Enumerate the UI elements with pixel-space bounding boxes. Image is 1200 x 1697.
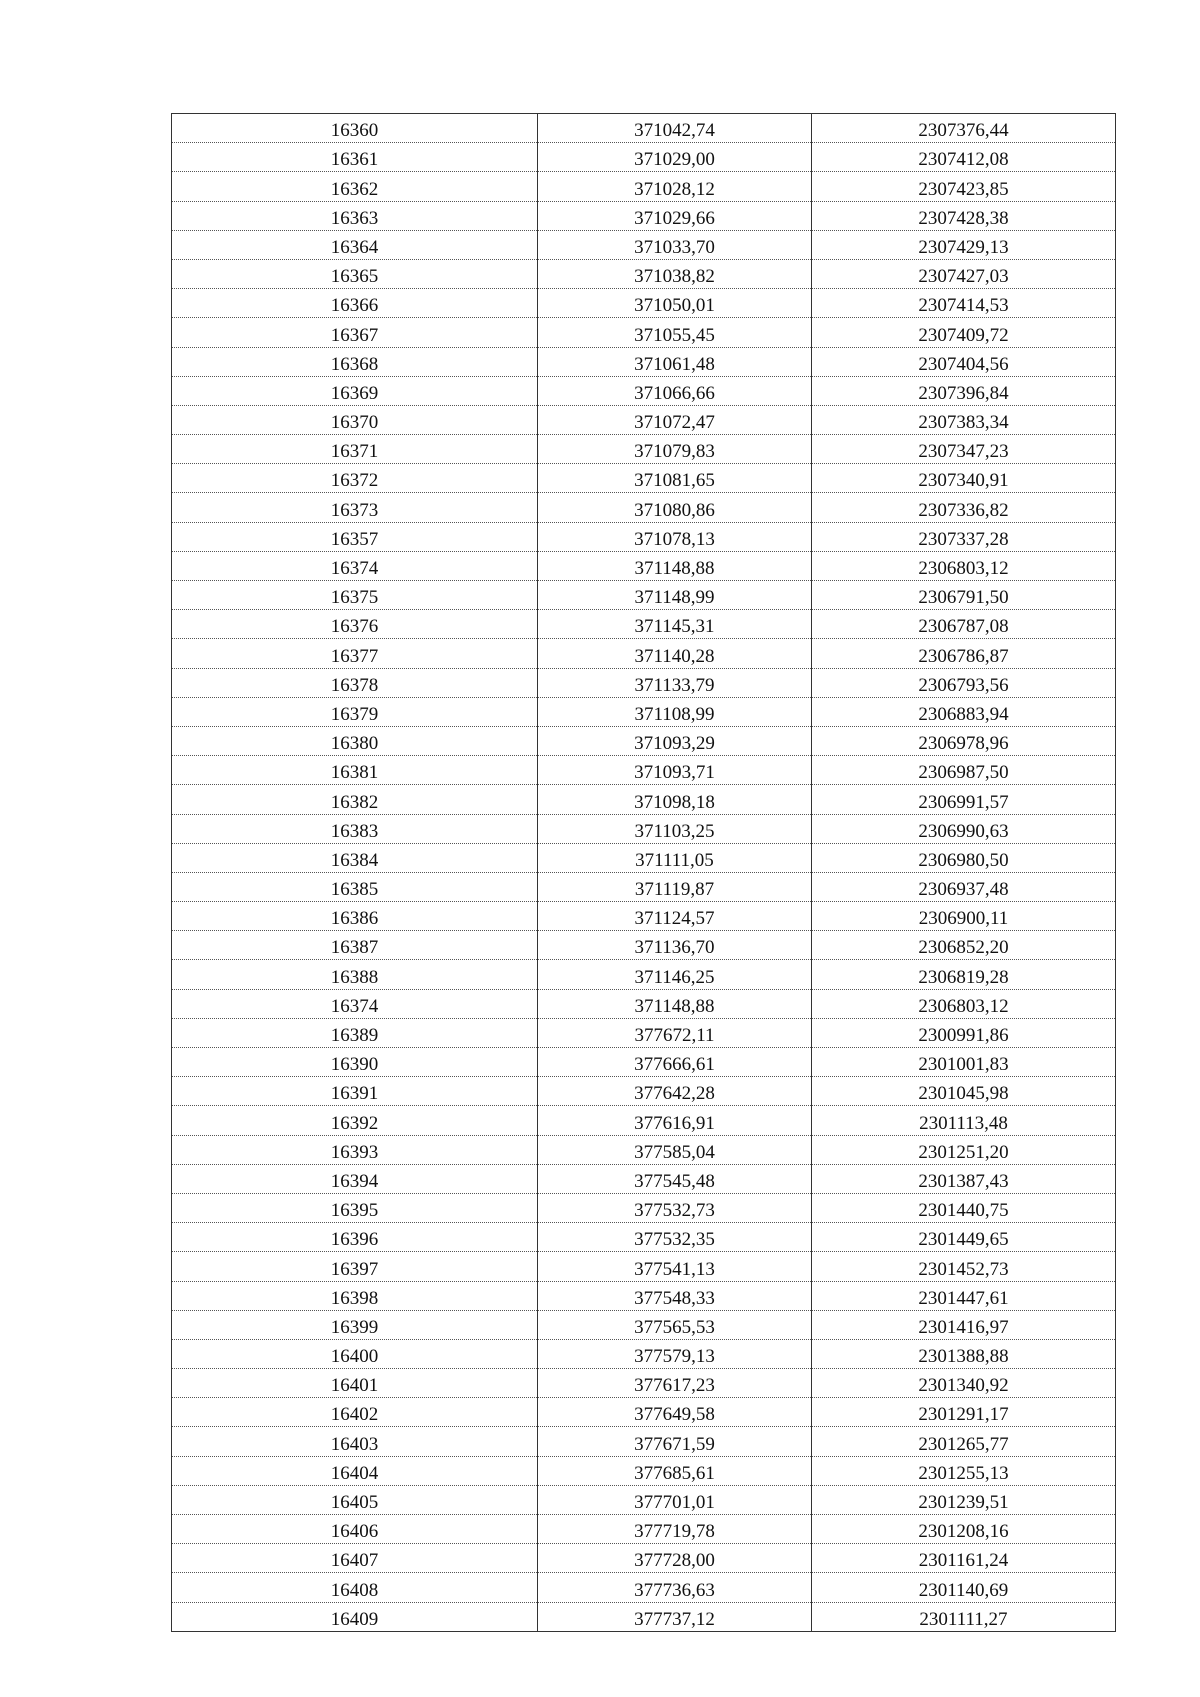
y-coordinate-cell: 2307337,28: [812, 522, 1116, 551]
point-number-cell: 16395: [172, 1193, 538, 1222]
x-coordinate-cell: 371148,88: [538, 989, 812, 1018]
table-row: [172, 843, 1116, 872]
point-number-cell: 16394: [172, 1164, 538, 1193]
table-row: [172, 931, 1116, 960]
point-number-cell: 16384: [172, 843, 538, 872]
y-coordinate-cell: 2301045,98: [812, 1077, 1116, 1106]
y-coordinate-cell: 2306978,96: [812, 726, 1116, 755]
y-coordinate-cell: 2306786,87: [812, 639, 1116, 668]
y-coordinate-cell: 2306793,56: [812, 668, 1116, 697]
table-row: [172, 610, 1116, 639]
x-coordinate-cell: 377642,28: [538, 1077, 812, 1106]
point-number-cell: 16383: [172, 814, 538, 843]
point-number-cell: 16387: [172, 931, 538, 960]
y-coordinate-cell: 2306819,28: [812, 960, 1116, 989]
table-row: [172, 756, 1116, 785]
table-row: [172, 289, 1116, 318]
point-number-cell: 16409: [172, 1602, 538, 1631]
y-coordinate-cell: 2306791,50: [812, 581, 1116, 610]
point-number-cell: 16391: [172, 1077, 538, 1106]
x-coordinate-cell: 371093,29: [538, 726, 812, 755]
y-coordinate-cell: 2301161,24: [812, 1544, 1116, 1573]
y-coordinate-cell: 2307412,08: [812, 143, 1116, 172]
point-number-cell: 16401: [172, 1369, 538, 1398]
y-coordinate-cell: 2301452,73: [812, 1252, 1116, 1281]
point-number-cell: 16379: [172, 697, 538, 726]
table-row: [172, 1398, 1116, 1427]
table-row: [172, 581, 1116, 610]
table-row: [172, 1515, 1116, 1544]
x-coordinate-cell: 371042,74: [538, 114, 812, 143]
x-coordinate-cell: 371124,57: [538, 902, 812, 931]
y-coordinate-cell: 2301251,20: [812, 1135, 1116, 1164]
table-row: [172, 1164, 1116, 1193]
x-coordinate-cell: 371080,86: [538, 493, 812, 522]
point-number-cell: 16375: [172, 581, 538, 610]
x-coordinate-cell: 371033,70: [538, 230, 812, 259]
x-coordinate-cell: 377548,33: [538, 1281, 812, 1310]
y-coordinate-cell: 2301440,75: [812, 1193, 1116, 1222]
x-coordinate-cell: 377617,23: [538, 1369, 812, 1398]
y-coordinate-cell: 2307383,34: [812, 405, 1116, 434]
x-coordinate-cell: 371078,13: [538, 522, 812, 551]
x-coordinate-cell: 371050,01: [538, 289, 812, 318]
y-coordinate-cell: 2307409,72: [812, 318, 1116, 347]
x-coordinate-cell: 371145,31: [538, 610, 812, 639]
y-coordinate-cell: 2301239,51: [812, 1485, 1116, 1514]
x-coordinate-cell: 377671,59: [538, 1427, 812, 1456]
table-row: [172, 172, 1116, 201]
x-coordinate-cell: 377532,35: [538, 1223, 812, 1252]
table-row: [172, 464, 1116, 493]
x-coordinate-cell: 371119,87: [538, 872, 812, 901]
table-row: [172, 551, 1116, 580]
table-row: [172, 1427, 1116, 1456]
point-number-cell: 16389: [172, 1018, 538, 1047]
table-row: [172, 639, 1116, 668]
y-coordinate-cell: 2306987,50: [812, 756, 1116, 785]
y-coordinate-cell: 2301387,43: [812, 1164, 1116, 1193]
y-coordinate-cell: 2301340,92: [812, 1369, 1116, 1398]
point-number-cell: 16362: [172, 172, 538, 201]
coordinates-table-body: [172, 114, 1116, 1632]
x-coordinate-cell: 377565,53: [538, 1310, 812, 1339]
x-coordinate-cell: 371081,65: [538, 464, 812, 493]
point-number-cell: 16369: [172, 376, 538, 405]
x-coordinate-cell: 377736,63: [538, 1573, 812, 1602]
table-row: [172, 347, 1116, 376]
y-coordinate-cell: 2301265,77: [812, 1427, 1116, 1456]
point-number-cell: 16374: [172, 989, 538, 1018]
y-coordinate-cell: 2301140,69: [812, 1573, 1116, 1602]
x-coordinate-cell: 377728,00: [538, 1544, 812, 1573]
table-row: [172, 376, 1116, 405]
point-number-cell: 16385: [172, 872, 538, 901]
point-number-cell: 16393: [172, 1135, 538, 1164]
table-row: [172, 1544, 1116, 1573]
table-row: [172, 1048, 1116, 1077]
table-row: [172, 230, 1116, 259]
point-number-cell: 16404: [172, 1456, 538, 1485]
y-coordinate-cell: 2307340,91: [812, 464, 1116, 493]
table-row: [172, 1456, 1116, 1485]
y-coordinate-cell: 2301111,27: [812, 1602, 1116, 1631]
y-coordinate-cell: 2307396,84: [812, 376, 1116, 405]
x-coordinate-cell: 377701,01: [538, 1485, 812, 1514]
x-coordinate-cell: 377532,73: [538, 1193, 812, 1222]
point-number-cell: 16388: [172, 960, 538, 989]
y-coordinate-cell: 2307376,44: [812, 114, 1116, 143]
x-coordinate-cell: 371066,66: [538, 376, 812, 405]
y-coordinate-cell: 2306852,20: [812, 931, 1116, 960]
point-number-cell: 16396: [172, 1223, 538, 1252]
y-coordinate-cell: 2307429,13: [812, 230, 1116, 259]
point-number-cell: 16363: [172, 201, 538, 230]
point-number-cell: 16377: [172, 639, 538, 668]
y-coordinate-cell: 2307404,56: [812, 347, 1116, 376]
y-coordinate-cell: 2307336,82: [812, 493, 1116, 522]
point-number-cell: 16386: [172, 902, 538, 931]
y-coordinate-cell: 2307427,03: [812, 259, 1116, 288]
point-number-cell: 16373: [172, 493, 538, 522]
y-coordinate-cell: 2306937,48: [812, 872, 1116, 901]
x-coordinate-cell: 377737,12: [538, 1602, 812, 1631]
y-coordinate-cell: 2307414,53: [812, 289, 1116, 318]
y-coordinate-cell: 2306991,57: [812, 785, 1116, 814]
x-coordinate-cell: 377545,48: [538, 1164, 812, 1193]
y-coordinate-cell: 2300991,86: [812, 1018, 1116, 1047]
point-number-cell: 16370: [172, 405, 538, 434]
table-row: [172, 1573, 1116, 1602]
point-number-cell: 16406: [172, 1515, 538, 1544]
point-number-cell: 16407: [172, 1544, 538, 1573]
x-coordinate-cell: 371029,00: [538, 143, 812, 172]
table-row: [172, 1223, 1116, 1252]
y-coordinate-cell: 2301001,83: [812, 1048, 1116, 1077]
x-coordinate-cell: 371038,82: [538, 259, 812, 288]
point-number-cell: 16381: [172, 756, 538, 785]
y-coordinate-cell: 2306883,94: [812, 697, 1116, 726]
point-number-cell: 16364: [172, 230, 538, 259]
x-coordinate-cell: 371061,48: [538, 347, 812, 376]
table-row: [172, 405, 1116, 434]
point-number-cell: 16397: [172, 1252, 538, 1281]
y-coordinate-cell: 2301388,88: [812, 1339, 1116, 1368]
point-number-cell: 16366: [172, 289, 538, 318]
y-coordinate-cell: 2301113,48: [812, 1106, 1116, 1135]
x-coordinate-cell: 371103,25: [538, 814, 812, 843]
x-coordinate-cell: 377585,04: [538, 1135, 812, 1164]
x-coordinate-cell: 377666,61: [538, 1048, 812, 1077]
point-number-cell: 16361: [172, 143, 538, 172]
table-row: [172, 960, 1116, 989]
y-coordinate-cell: 2301291,17: [812, 1398, 1116, 1427]
point-number-cell: 16405: [172, 1485, 538, 1514]
point-number-cell: 16374: [172, 551, 538, 580]
table-row: [172, 726, 1116, 755]
y-coordinate-cell: 2301416,97: [812, 1310, 1116, 1339]
table-row: [172, 114, 1116, 143]
table-row: [172, 989, 1116, 1018]
y-coordinate-cell: 2306803,12: [812, 551, 1116, 580]
table-row: [172, 668, 1116, 697]
table-row: [172, 1602, 1116, 1631]
x-coordinate-cell: 377719,78: [538, 1515, 812, 1544]
point-number-cell: 16376: [172, 610, 538, 639]
point-number-cell: 16398: [172, 1281, 538, 1310]
y-coordinate-cell: 2306803,12: [812, 989, 1116, 1018]
x-coordinate-cell: 371098,18: [538, 785, 812, 814]
table-row: [172, 1106, 1116, 1135]
table-row: [172, 493, 1116, 522]
table-row: [172, 872, 1116, 901]
x-coordinate-cell: 377649,58: [538, 1398, 812, 1427]
x-coordinate-cell: 371111,05: [538, 843, 812, 872]
point-number-cell: 16382: [172, 785, 538, 814]
y-coordinate-cell: 2307428,38: [812, 201, 1116, 230]
table-row: [172, 697, 1116, 726]
point-number-cell: 16399: [172, 1310, 538, 1339]
point-number-cell: 16378: [172, 668, 538, 697]
point-number-cell: 16368: [172, 347, 538, 376]
point-number-cell: 16400: [172, 1339, 538, 1368]
point-number-cell: 16371: [172, 435, 538, 464]
point-number-cell: 16390: [172, 1048, 538, 1077]
x-coordinate-cell: 371148,88: [538, 551, 812, 580]
table-row: [172, 259, 1116, 288]
x-coordinate-cell: 371072,47: [538, 405, 812, 434]
point-number-cell: 16392: [172, 1106, 538, 1135]
x-coordinate-cell: 371146,25: [538, 960, 812, 989]
table-row: [172, 1310, 1116, 1339]
point-number-cell: 16402: [172, 1398, 538, 1427]
x-coordinate-cell: 371133,79: [538, 668, 812, 697]
x-coordinate-cell: 371079,83: [538, 435, 812, 464]
table-row: [172, 814, 1116, 843]
y-coordinate-cell: 2307423,85: [812, 172, 1116, 201]
table-row: [172, 1339, 1116, 1368]
table-row: [172, 785, 1116, 814]
point-number-cell: 16403: [172, 1427, 538, 1456]
y-coordinate-cell: 2306787,08: [812, 610, 1116, 639]
x-coordinate-cell: 371093,71: [538, 756, 812, 785]
x-coordinate-cell: 371136,70: [538, 931, 812, 960]
y-coordinate-cell: 2306900,11: [812, 902, 1116, 931]
y-coordinate-cell: 2301208,16: [812, 1515, 1116, 1544]
y-coordinate-cell: 2301449,65: [812, 1223, 1116, 1252]
table-row: [172, 201, 1116, 230]
y-coordinate-cell: 2307347,23: [812, 435, 1116, 464]
table-row: [172, 1485, 1116, 1514]
point-number-cell: 16360: [172, 114, 538, 143]
table-row: [172, 902, 1116, 931]
table-row: [172, 1135, 1116, 1164]
y-coordinate-cell: 2301447,61: [812, 1281, 1116, 1310]
x-coordinate-cell: 377579,13: [538, 1339, 812, 1368]
point-number-cell: 16372: [172, 464, 538, 493]
point-number-cell: 16367: [172, 318, 538, 347]
table-row: [172, 1281, 1116, 1310]
coordinates-table: [171, 113, 1116, 1632]
x-coordinate-cell: 371108,99: [538, 697, 812, 726]
table-row: [172, 1252, 1116, 1281]
point-number-cell: 16357: [172, 522, 538, 551]
x-coordinate-cell: 377541,13: [538, 1252, 812, 1281]
x-coordinate-cell: 371028,12: [538, 172, 812, 201]
x-coordinate-cell: 371029,66: [538, 201, 812, 230]
table-row: [172, 1077, 1116, 1106]
y-coordinate-cell: 2306980,50: [812, 843, 1116, 872]
table-row: [172, 1193, 1116, 1222]
point-number-cell: 16380: [172, 726, 538, 755]
x-coordinate-cell: 371148,99: [538, 581, 812, 610]
table-row: [172, 1369, 1116, 1398]
y-coordinate-cell: 2301255,13: [812, 1456, 1116, 1485]
x-coordinate-cell: 371140,28: [538, 639, 812, 668]
table-row: [172, 318, 1116, 347]
x-coordinate-cell: 377672,11: [538, 1018, 812, 1047]
point-number-cell: 16408: [172, 1573, 538, 1602]
x-coordinate-cell: 377685,61: [538, 1456, 812, 1485]
x-coordinate-cell: 377616,91: [538, 1106, 812, 1135]
y-coordinate-cell: 2306990,63: [812, 814, 1116, 843]
table-row: [172, 1018, 1116, 1047]
point-number-cell: 16365: [172, 259, 538, 288]
table-row: [172, 143, 1116, 172]
table-row: [172, 522, 1116, 551]
table-row: [172, 435, 1116, 464]
x-coordinate-cell: 371055,45: [538, 318, 812, 347]
